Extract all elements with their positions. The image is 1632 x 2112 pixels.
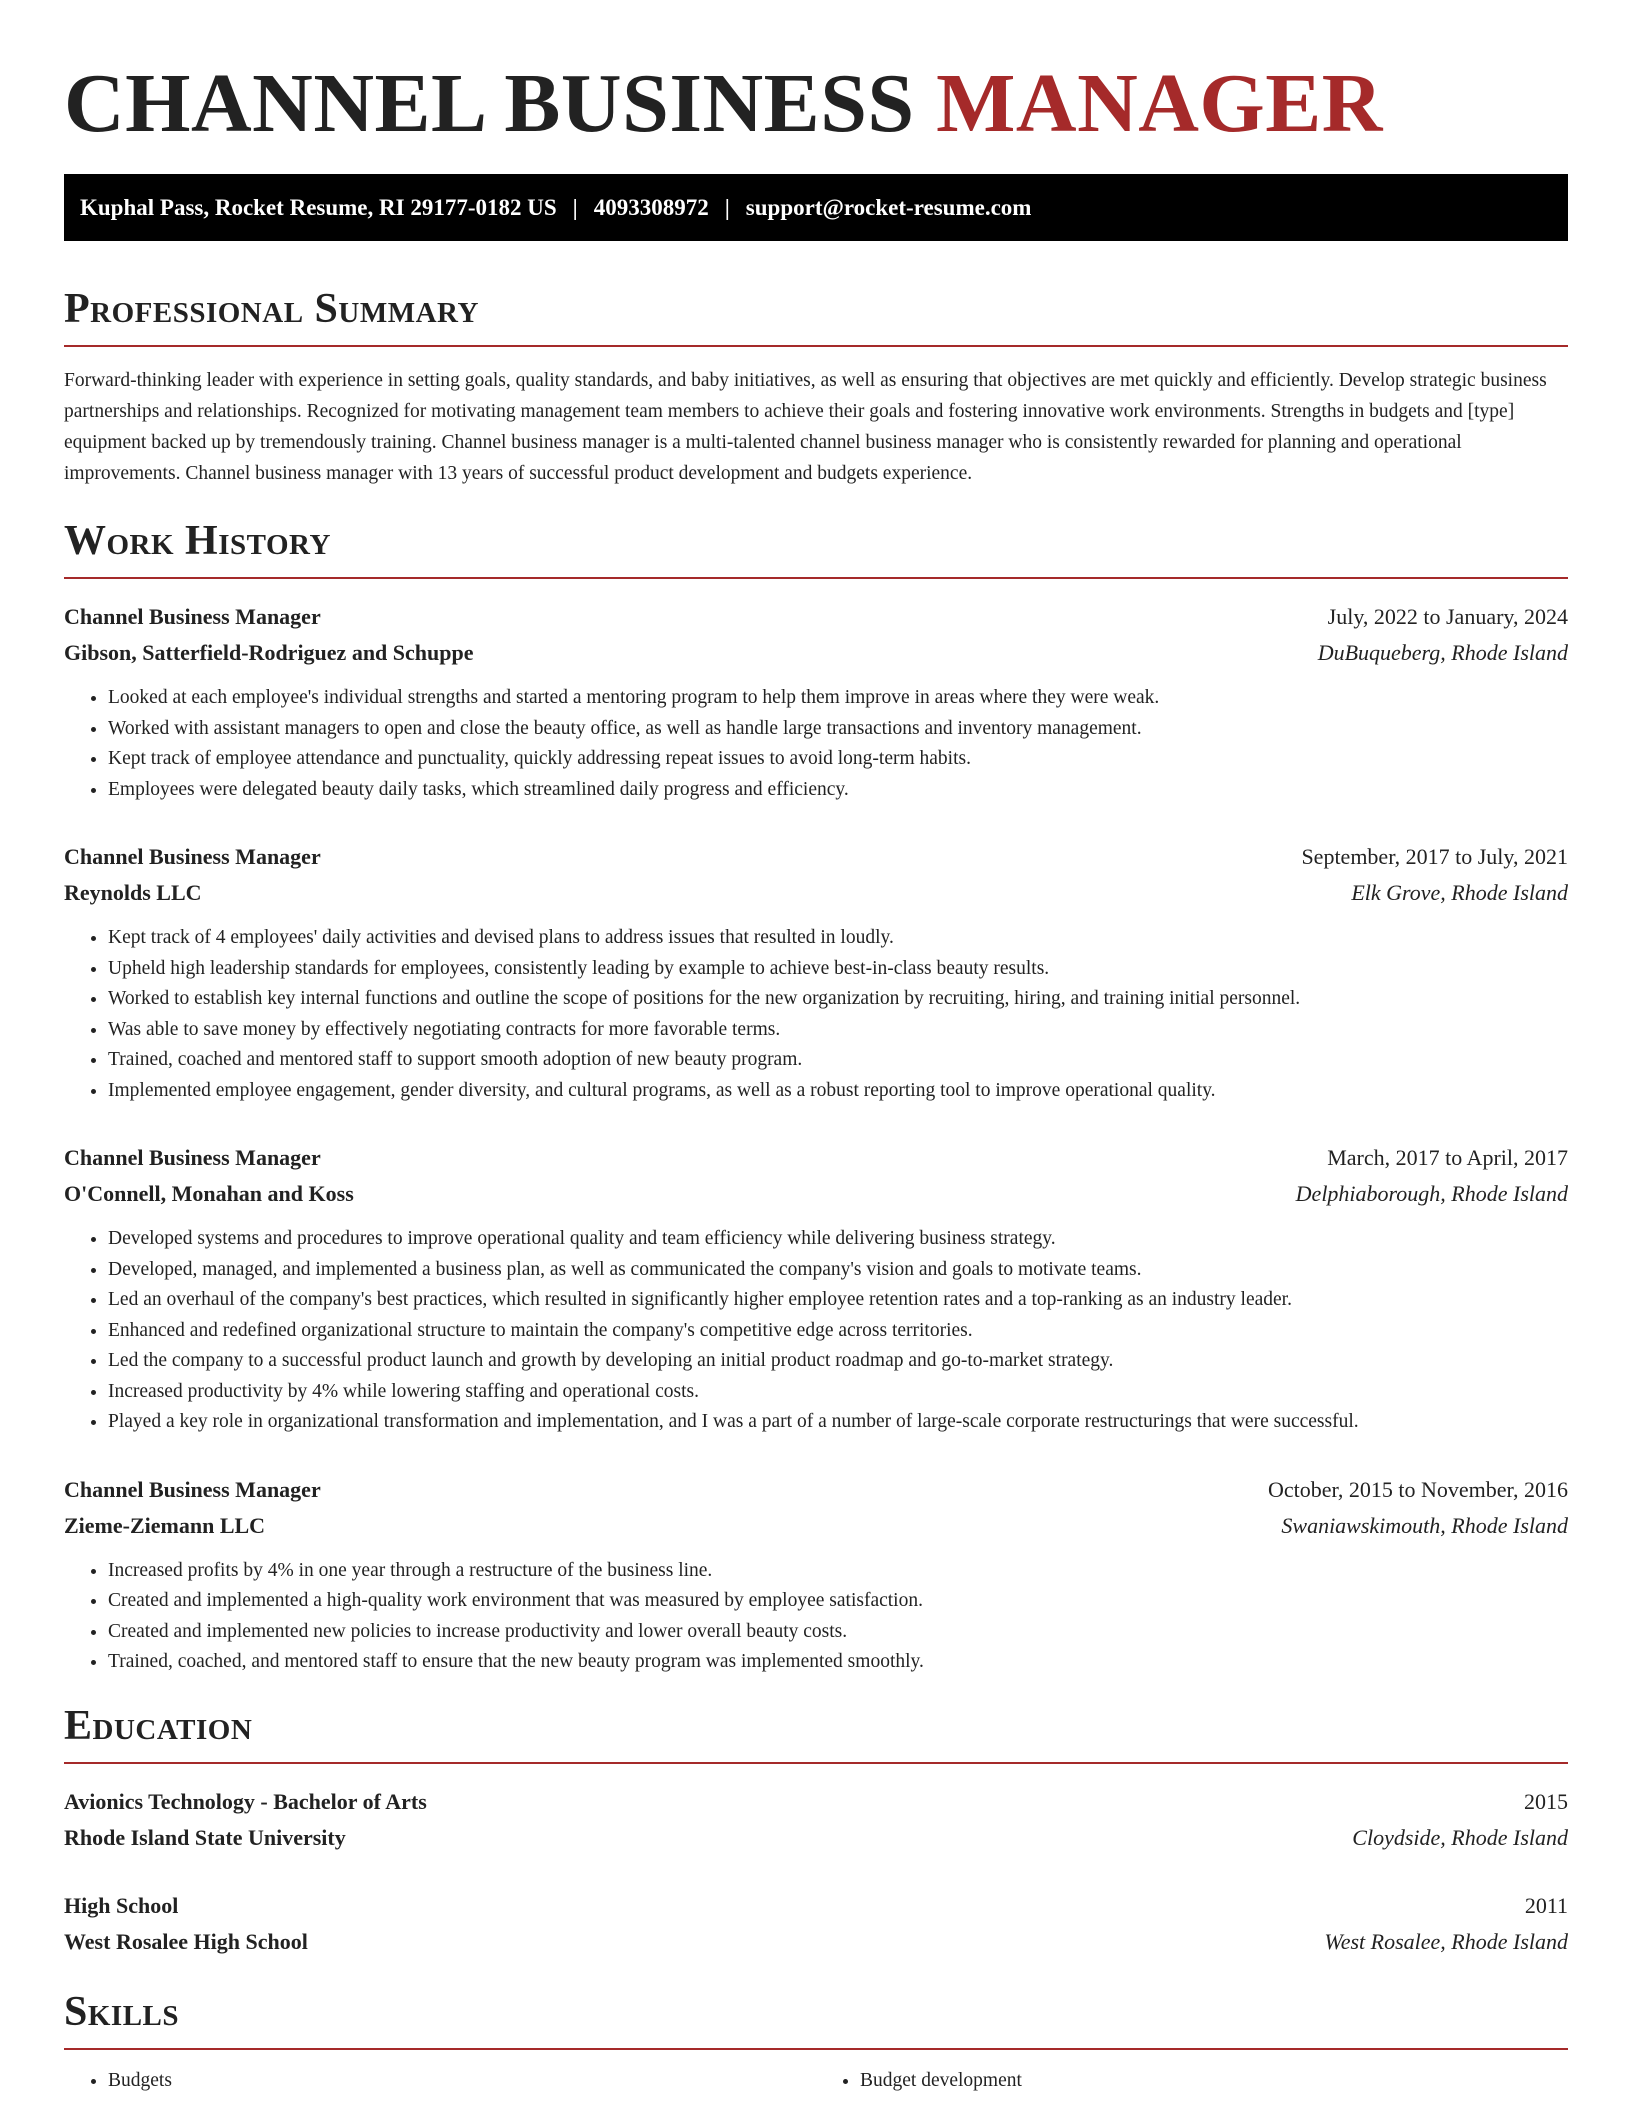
education-entry — [64, 1784, 1568, 1856]
job-bullet: • Created and implemented a high-quality work environment that was measured by employee satisfaction. — [108, 1586, 1568, 1617]
contact-phone: 4093308972 — [593, 194, 709, 220]
job-company: Gibson, Satterfield-Rodriguez and Schuppe — [64, 640, 474, 665]
job-bullet: • Kept track of employee attendance and punctuality, quickly addressing repeat issues to avoid long-term habits. — [108, 744, 1568, 775]
education-year: 2015 — [1524, 1788, 1568, 1814]
education-degree: High School — [64, 1892, 179, 1918]
title-main: CHANNEL BUSINESS — [64, 57, 915, 150]
job-bullet: • Upheld high leadership standards for employees, consistently leading by example to achieve best-in-class beauty results. — [108, 954, 1568, 985]
job-bullet: • Played a key role in organizational transformation and implementation, and I was a part of a number of large-scale corporate restructurings that were successful. — [108, 1407, 1568, 1438]
job-location: Elk Grove, Rhode Island — [1351, 880, 1568, 905]
job-bullet: • Developed, managed, and implemented a business plan, as well as communicated the company's vision and goals to motivate teams. — [108, 1255, 1568, 1286]
job-bullets — [64, 683, 1568, 805]
education-list — [64, 1784, 1568, 1960]
education-entry — [64, 1888, 1568, 1960]
skill-item: • Budget development — [860, 2066, 1568, 2096]
job-bullets — [64, 1556, 1568, 1678]
education-year: 2011 — [1524, 1892, 1568, 1918]
job-location: DuBuqueberg, Rhode Island — [1317, 640, 1568, 665]
job-bullet: • Was able to save money by effectively negotiating contracts for more favorable terms. — [108, 1015, 1568, 1046]
job-entry — [64, 1140, 1568, 1438]
job-entry — [64, 599, 1568, 805]
job-company: Reynolds LLC — [64, 880, 202, 905]
skills-section — [64, 1988, 1568, 2096]
job-location: Delphiaborough, Rhode Island — [1295, 1181, 1568, 1206]
contact-separator: | — [572, 194, 578, 220]
job-company-row — [64, 1508, 1568, 1544]
education-header-row — [64, 1784, 1568, 1820]
job-location: Swaniawskimouth, Rhode Island — [1281, 1512, 1568, 1538]
job-bullet: • Worked to establish key internal functions and outline the scope of positions for the new organization by recruiting, hiring, and training initial personnel. — [108, 984, 1568, 1015]
job-company-row — [64, 1176, 1568, 1212]
job-header-row — [64, 1472, 1568, 1508]
job-bullet: • Employees were delegated beauty daily tasks, which streamlined daily progress and efficiency. — [108, 775, 1568, 806]
summary-text: Forward-thinking leader with experience in setting goals, quality standards, and baby initiatives, as well as ensuring that objectives are met quickly and efficiently. Develop strategic business partnerships and relationships. Recognized for motivating management team members to achieve their goals and fostering innovative work environments. Strengths in budgets and [type] equipment backed up by tremendously training. Channel business manager is a multi-talented channel business manager who is consistently rewarded for planning and operational improvements. Channel business manager with 13 years of successful product development and budgets experience. — [64, 370, 1547, 484]
education-location: West Rosalee, Rhode Island — [1324, 1928, 1568, 1954]
job-bullet: • Developed systems and procedures to improve operational quality and team efficiency while delivering business strategy. — [108, 1224, 1568, 1255]
summary-section — [64, 285, 1568, 489]
job-bullet: • Worked with assistant managers to open and close the beauty office, as well as handle large transactions and inventory management. — [108, 714, 1568, 745]
job-title: Channel Business Manager — [64, 1145, 321, 1170]
skill-item: • Budgets — [108, 2066, 816, 2096]
job-dates: October, 2015 to November, 2016 — [1267, 1476, 1568, 1502]
skills-column-left — [64, 2066, 816, 2096]
job-entry — [64, 1472, 1568, 1678]
education-header-row — [64, 1888, 1568, 1924]
job-bullet: • Trained, coached and mentored staff to support smooth adoption of new beauty program. — [108, 1045, 1568, 1076]
job-list — [64, 599, 1568, 1678]
job-bullet: • Trained, coached, and mentored staff to ensure that the new beauty program was implemented smoothly. — [108, 1647, 1568, 1678]
job-company-row — [64, 635, 1568, 671]
contact-separator: | — [724, 194, 730, 220]
job-title: Channel Business Manager — [64, 844, 321, 869]
job-header-row — [64, 1140, 1568, 1176]
job-header-row — [64, 599, 1568, 635]
job-bullet: • Looked at each employee's individual strengths and started a mentoring program to help them improve in areas where they were weak. — [108, 683, 1568, 714]
contact-address: Kuphal Pass, Rocket Resume, RI 29177-0182 US — [80, 194, 557, 220]
job-title: Channel Business Manager — [64, 1476, 321, 1502]
education-degree: Avionics Technology - Bachelor of Arts — [64, 1788, 427, 1814]
work-history-heading: Work History — [64, 517, 1568, 579]
job-company-row — [64, 875, 1568, 911]
skills-list — [64, 2066, 1568, 2096]
education-heading: Education — [64, 1702, 1568, 1764]
education-school-row — [64, 1924, 1568, 1960]
job-bullet: • Led an overhaul of the company's best practices, which resulted in significantly higher employee retention rates and a top-ranking as an industry leader. — [108, 1285, 1568, 1316]
skills-heading: Skills — [64, 1988, 1568, 2050]
contact-bar — [64, 174, 1568, 241]
resume-title — [64, 0, 1568, 150]
education-location: Cloydside, Rhode Island — [1352, 1824, 1568, 1850]
summary-heading: Professional Summary — [64, 285, 1568, 347]
job-bullet: • Implemented employee engagement, gender diversity, and cultural programs, as well as a robust reporting tool to improve operational quality. — [108, 1076, 1568, 1107]
job-bullet: • Created and implemented new policies to increase productivity and lower overall beauty costs. — [108, 1617, 1568, 1648]
job-dates: September, 2017 to July, 2021 — [1301, 844, 1568, 869]
job-bullet: • Enhanced and redefined organizational structure to maintain the company's competitive edge across territories. — [108, 1316, 1568, 1347]
job-bullet: • Increased productivity by 4% while lowering staffing and operational costs. — [108, 1377, 1568, 1408]
job-company: O'Connell, Monahan and Koss — [64, 1181, 354, 1206]
job-company: Zieme-Ziemann LLC — [64, 1512, 266, 1538]
job-bullet: • Increased profits by 4% in one year through a restructure of the business line. — [108, 1556, 1568, 1587]
education-section — [64, 1702, 1568, 1960]
education-school: West Rosalee High School — [64, 1928, 308, 1954]
job-dates: March, 2017 to April, 2017 — [1327, 1145, 1568, 1170]
job-bullet: • Led the company to a successful product launch and growth by developing an initial product roadmap and go-to-market strategy. — [108, 1346, 1568, 1377]
education-school-row — [64, 1820, 1568, 1856]
contact-email: support@rocket-resume.com — [745, 194, 1032, 220]
job-header-row — [64, 839, 1568, 875]
title-accent: MANAGER — [936, 57, 1383, 150]
job-bullet: • Kept track of 4 employees' daily activities and devised plans to address issues that resulted in loudly. — [108, 923, 1568, 954]
work-history-section — [64, 517, 1568, 1678]
job-entry — [64, 839, 1568, 1106]
job-bullets — [64, 923, 1568, 1106]
job-bullets — [64, 1224, 1568, 1438]
skills-column-right — [816, 2066, 1568, 2096]
job-title: Channel Business Manager — [64, 604, 321, 629]
education-school: Rhode Island State University — [64, 1824, 346, 1850]
job-dates: July, 2022 to January, 2024 — [1327, 604, 1568, 629]
